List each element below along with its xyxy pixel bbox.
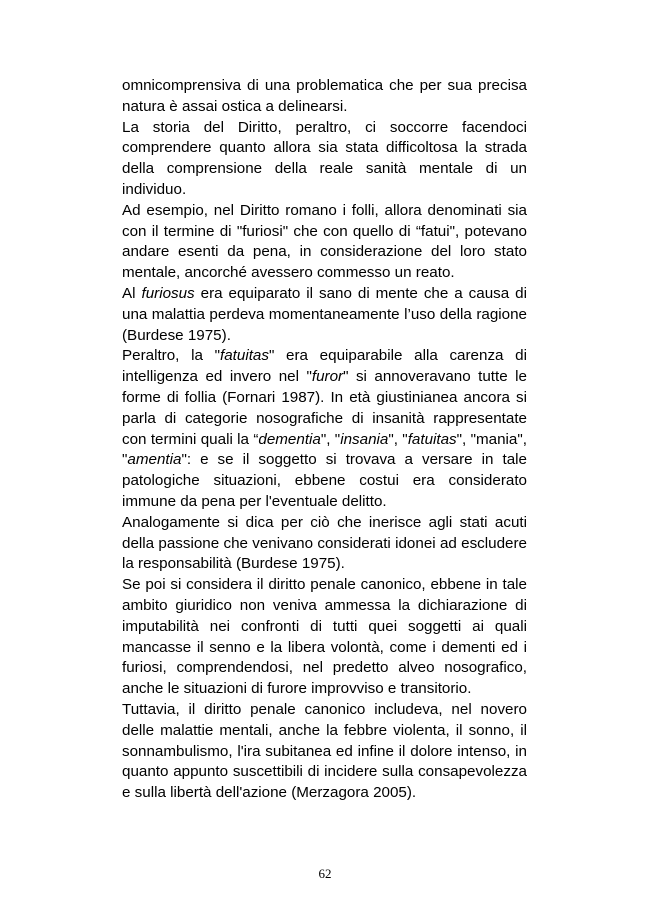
paragraph — [122, 201, 527, 284]
italic-term: furiosus — [141, 284, 195, 302]
document-body — [122, 76, 527, 804]
paragraph — [122, 346, 527, 512]
paragraph — [122, 76, 527, 118]
text-run: omnicomprensiva di una problematica che per sua precisa natura è assai ostica a delinearsi. — [122, 77, 527, 115]
text-run: ", "mania", " — [122, 430, 527, 469]
text-run: Analogamente si dica per ciò che inerisce agli stati acuti della passione che venivano considerati idonei ad escludere la responsabilità (Burdese 1975). — [122, 513, 527, 573]
paragraph — [122, 575, 527, 700]
italic-term: amentia — [127, 451, 182, 469]
italic-term: fatuitas — [220, 347, 269, 365]
italic-term: furor — [311, 368, 344, 386]
text-run: era equiparato il sano di mente che a causa di una malattia perdeva momentaneamente l’uso della ragione (Burdese 1975). — [122, 284, 527, 344]
text-run: Al — [122, 284, 142, 302]
text-run: Se poi si considera il diritto penale canonico, ebbene in tale ambito giuridico non veniva ammessa la dichiarazione di imputabilità nei confronti di tutti quei soggetti ai quali mancasse il senno e la libera volontà, come i dementi ed i furiosi, comprendendosi, nel predetto alveo nosografico, anche le situazioni di furore improvviso e transitorio. — [122, 576, 527, 698]
page-number: 62 — [318, 866, 332, 881]
paragraph — [122, 284, 527, 346]
text-run: ", " — [388, 430, 408, 448]
text-run: ": e se il soggetto si trovava a versare in tale patologiche situazioni, ebbene costui era considerato immune da pena per l'eventuale delitto. — [122, 451, 527, 510]
text-run: Ad esempio, nel Diritto romano i folli, allora denominati sia con il termine di "furiosi" che con quello di “fatui", potevano andare esenti da pena, in considerazione del loro stato mentale, ancorché avessero commesso un reato. — [122, 201, 527, 282]
text-run: " era equiparabile alla carenza di intelligenza ed invero nel " — [122, 347, 527, 386]
paragraph — [122, 513, 527, 575]
italic-term: fatuitas — [407, 430, 457, 448]
text-run: " si annoveravano tutte le forme di follia (Fornari 1987). In età giustinianea ancora si parla di categorie nosografiche di insanità rappresentate con termini quali la “ — [122, 368, 527, 448]
italic-term: insania — [340, 430, 389, 448]
italic-term: dementia — [258, 430, 321, 448]
text-run: La storia del Diritto, peraltro, ci soccorre facendoci comprendere quanto allora sia stata difficoltosa la strada della comprensione della reale sanità mentale di un individuo. — [122, 118, 527, 198]
paragraph — [122, 700, 527, 804]
text-run: Tuttavia, il diritto penale canonico includeva, nel novero delle malattie mentali, anche la febbre violenta, il sonno, il sonnambulismo, l'ira subitanea ed infine il dolore intenso, in quanto appunto suscettibili di incidere sulla consapevolezza e sulla libertà dell'azione (Merzagora 2005). — [122, 700, 527, 802]
paragraph — [122, 118, 527, 201]
text-run: ", " — [320, 430, 341, 448]
text-run: Peraltro, la " — [122, 347, 220, 365]
